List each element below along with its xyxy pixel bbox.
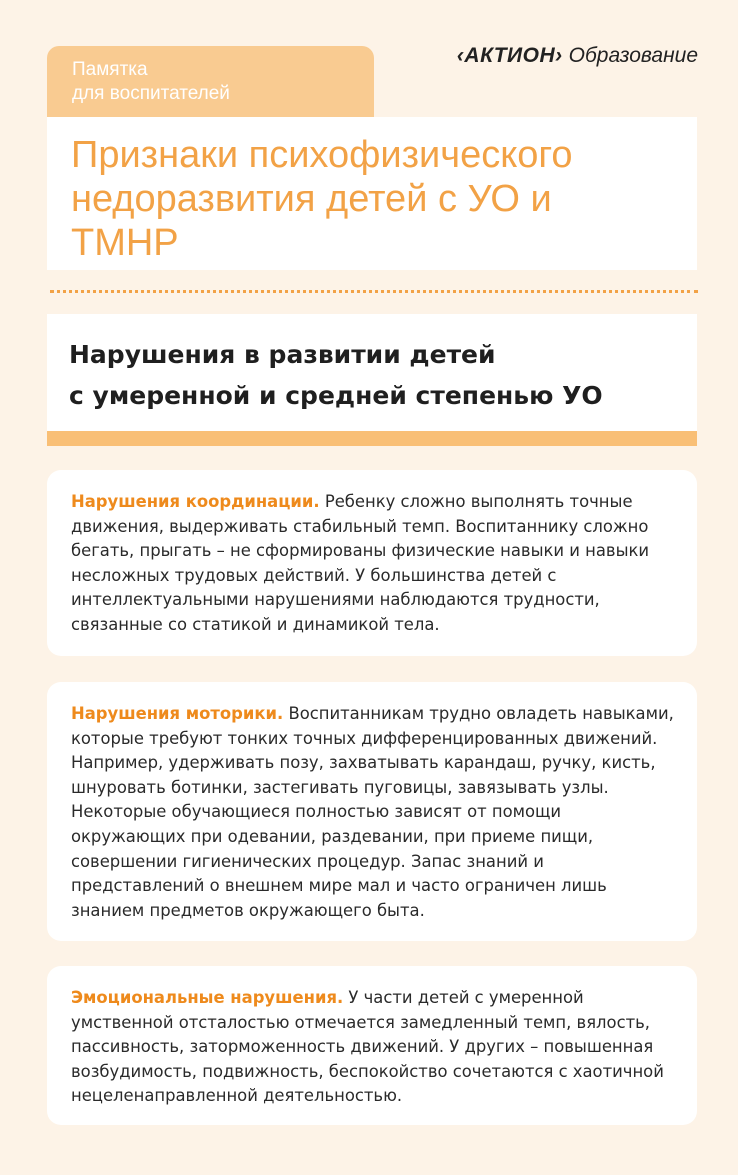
card-lead: Нарушения моторики. — [71, 704, 284, 723]
memo-tag — [47, 46, 374, 120]
brand-name: ‹АКТИОН› — [456, 44, 563, 67]
card-text: Воспитанникам трудно овладеть навыками, которые требуют тонких точных дифференцированных движений. Например, удерживать позу, захватывать карандаш, ручку, кисть, шнуровать ботинки, застегивать пуговицы, завязывать узлы. Некоторые обучающиеся полностью зависят от помощи окружающих при одевании, раздевании, при приеме пищи, совершении гигиенических процедур. Запас знаний и представлений о внешнем мире мал и часто ограничен лишь знанием предметов окружающего быта. — [71, 704, 674, 920]
page-title: Признаки психофизического недоразвития детей с УО и ТМНР — [71, 134, 573, 264]
info-card-emotional — [47, 966, 697, 1125]
card-text: Ребенку сложно выполнять точные движения, выдерживать стабильный темп. Воспитаннику сложно бегать, прыгать – не сформированы физические навыки и навыки несложных трудовых действий. У большинства детей с интеллектуальными нарушениями наблюдаются трудности, связанные со статикой и динамикой тела. — [71, 492, 650, 634]
card-lead: Эмоциональные нарушения. — [71, 988, 344, 1007]
memo-tag-line1: Памятка — [72, 59, 148, 80]
card-lead: Нарушения координации. — [71, 492, 320, 511]
brand-logo — [457, 44, 698, 68]
card-text: У части детей с умеренной умственной отсталостью отмечается замедленный темп, вялость, пассивность, заторможенность движений. У других – повышенная возбудимость, подвижность, беспокойство сочетаются с хаотичной нецеленаправленной деятельностью. — [71, 988, 664, 1106]
info-card-coordination — [47, 470, 697, 656]
title-panel — [47, 117, 697, 270]
card-paragraph — [71, 986, 677, 1109]
dotted-divider — [50, 290, 698, 293]
memo-tag-line2: для воспитателей — [72, 83, 230, 104]
section-heading — [69, 334, 697, 416]
card-paragraph — [71, 702, 677, 923]
accent-bar — [47, 431, 697, 446]
brand-section: Образование — [568, 44, 698, 67]
section-heading-line2: с умеренной и средней степенью УО — [69, 381, 603, 410]
card-paragraph — [71, 490, 677, 638]
info-card-motor-skills — [47, 682, 697, 941]
section-heading-line1: Нарушения в развитии детей — [69, 340, 496, 369]
subtitle-panel — [47, 314, 697, 431]
